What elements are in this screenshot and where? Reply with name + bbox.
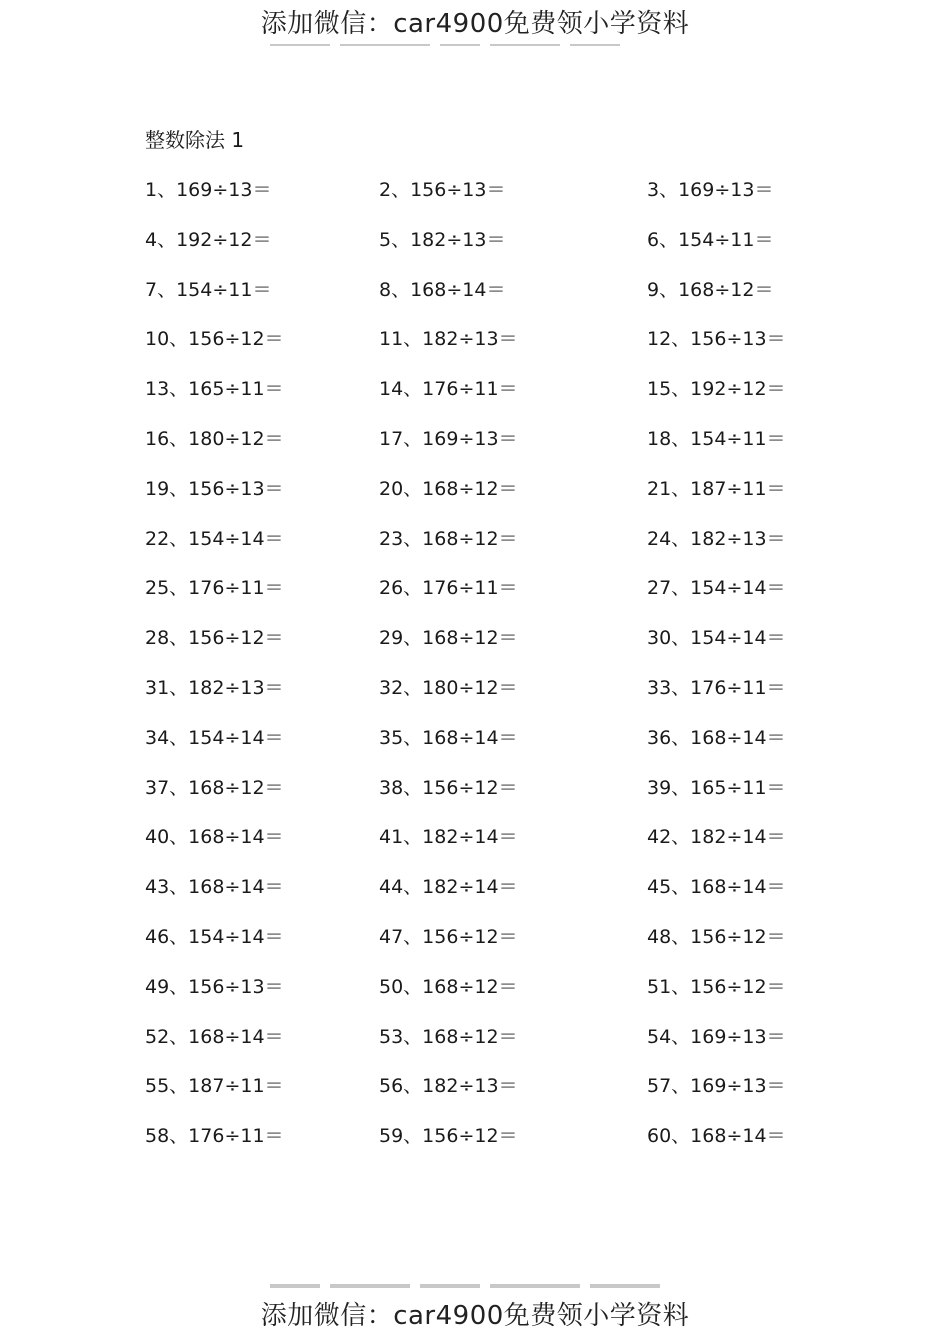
problem-item: 28、156÷12＝ — [145, 627, 284, 649]
problem-item: 8、168÷14＝ — [379, 279, 506, 301]
problem-item: 25、176÷11＝ — [145, 577, 284, 599]
problem-item: 33、176÷11＝ — [647, 677, 786, 699]
problem-item: 6、154÷11＝ — [647, 229, 774, 251]
faded-text-line-top — [270, 42, 680, 56]
problem-item: 27、154÷14＝ — [647, 577, 786, 599]
problem-item: 13、165÷11＝ — [145, 378, 284, 400]
problem-item: 55、187÷11＝ — [145, 1075, 284, 1097]
worksheet-title: 整数除法 1 — [145, 128, 245, 152]
problem-item: 30、154÷14＝ — [647, 627, 786, 649]
problem-item: 32、180÷12＝ — [379, 677, 518, 699]
problem-item: 2、156÷13＝ — [379, 179, 506, 201]
problem-item: 50、168÷12＝ — [379, 976, 518, 998]
problem-item: 16、180÷12＝ — [145, 428, 284, 450]
problem-item: 17、169÷13＝ — [379, 428, 518, 450]
problem-item: 24、182÷13＝ — [647, 528, 786, 550]
problem-item: 43、168÷14＝ — [145, 876, 284, 898]
problem-item: 12、156÷13＝ — [647, 328, 786, 350]
problem-item: 59、156÷12＝ — [379, 1125, 518, 1147]
problem-item: 19、156÷13＝ — [145, 478, 284, 500]
problem-item: 56、182÷13＝ — [379, 1075, 518, 1097]
problem-item: 53、168÷12＝ — [379, 1026, 518, 1048]
problem-item: 26、176÷11＝ — [379, 577, 518, 599]
problem-item: 34、154÷14＝ — [145, 727, 284, 749]
problem-item: 35、168÷14＝ — [379, 727, 518, 749]
problem-item: 7、154÷11＝ — [145, 279, 272, 301]
problem-item: 48、156÷12＝ — [647, 926, 786, 948]
problem-item: 41、182÷14＝ — [379, 826, 518, 848]
problem-item: 40、168÷14＝ — [145, 826, 284, 848]
problem-item: 4、192÷12＝ — [145, 229, 272, 251]
problem-item: 18、154÷11＝ — [647, 428, 786, 450]
problem-item: 1、169÷13＝ — [145, 179, 272, 201]
problem-item: 46、154÷14＝ — [145, 926, 284, 948]
problem-item: 20、168÷12＝ — [379, 478, 518, 500]
problem-item: 39、165÷11＝ — [647, 777, 786, 799]
problem-item: 60、168÷14＝ — [647, 1125, 786, 1147]
problem-item: 9、168÷12＝ — [647, 279, 774, 301]
problem-item: 5、182÷13＝ — [379, 229, 506, 251]
problem-item: 58、176÷11＝ — [145, 1125, 284, 1147]
problem-item: 31、182÷13＝ — [145, 677, 284, 699]
header-banner: 添加微信：car4900免费领小学资料 — [0, 4, 950, 44]
problem-item: 21、187÷11＝ — [647, 478, 786, 500]
problem-item: 10、156÷12＝ — [145, 328, 284, 350]
problem-item: 51、156÷12＝ — [647, 976, 786, 998]
footer-banner: 添加微信：car4900免费领小学资料 — [0, 1296, 950, 1336]
problem-item: 42、182÷14＝ — [647, 826, 786, 848]
problem-item: 22、154÷14＝ — [145, 528, 284, 550]
problem-item: 23、168÷12＝ — [379, 528, 518, 550]
problem-item: 11、182÷13＝ — [379, 328, 518, 350]
problem-item: 49、156÷13＝ — [145, 976, 284, 998]
problem-item: 36、168÷14＝ — [647, 727, 786, 749]
problem-item: 44、182÷14＝ — [379, 876, 518, 898]
problem-item: 45、168÷14＝ — [647, 876, 786, 898]
problem-item: 15、192÷12＝ — [647, 378, 786, 400]
problem-item: 37、168÷12＝ — [145, 777, 284, 799]
problem-item: 29、168÷12＝ — [379, 627, 518, 649]
problem-item: 57、169÷13＝ — [647, 1075, 786, 1097]
problem-item: 47、156÷12＝ — [379, 926, 518, 948]
problem-item: 52、168÷14＝ — [145, 1026, 284, 1048]
problem-item: 54、169÷13＝ — [647, 1026, 786, 1048]
problem-item: 14、176÷11＝ — [379, 378, 518, 400]
problem-item: 38、156÷12＝ — [379, 777, 518, 799]
problem-item: 3、169÷13＝ — [647, 179, 774, 201]
